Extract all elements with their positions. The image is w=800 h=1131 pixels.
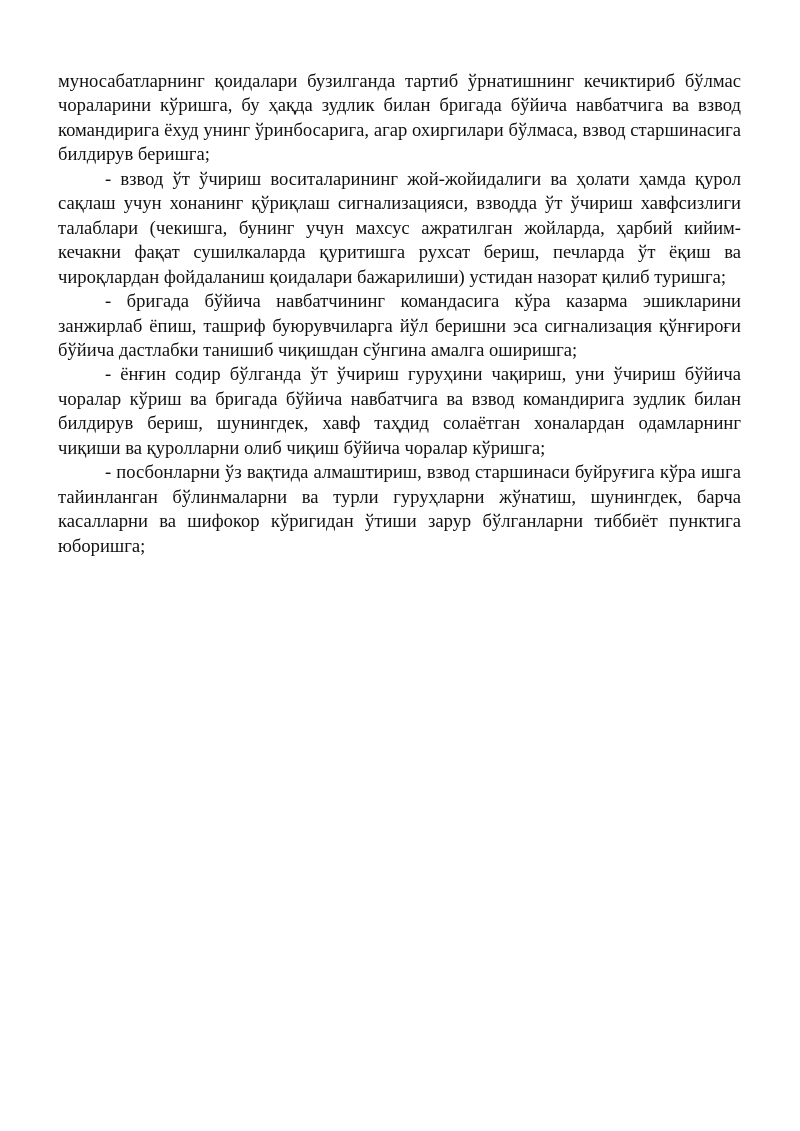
paragraph-guard-change: - посбонларни ўз вақтида алмаштириш, взвод старшинаси буйруғига кўра ишга тайинланган бўлинмаларни ва турли гуруҳларни жўнатиш, шунингдек, барча касалларни ва шифокор кўригидан ўтиши зарур бўлганларни тиббиёт пунктига юборишга; — [58, 462, 741, 557]
paragraph-barracks-doors: - бригада бўйича навбатчининг командасига кўра казарма эшикларини занжирлаб ёпиш, ташриф буюрувчиларга йўл беришни эса сигнализация қўнғироғи бўйича дастлабки танишиб чиқишдан сўнгина амалга оширишга; — [58, 291, 741, 361]
paragraph-continued: муносабатларнинг қоидалари бузилганда тартиб ўрнатишнинг кечиктириб бўлмас чораларини кўришга, бу ҳақда зудлик билан бригада бўйича навбатчига ва взвод командирига ёхуд унинг ўринбосарига, агар охиргилари бўлмаса, взвод старшинасига билдирув беришга; — [58, 71, 741, 166]
paragraph-fire-response: - ёнғин содир бўлганда ўт ўчириш гуруҳини чақириш, уни ўчириш бўйича чоралар кўриш ва бригада бўйича навбатчига ва взвод командирига зудлик билан билдирув бериш, шунингдек, хавф таҳдид солаётган хоналардан одамларнинг чиқиши ва қуролларни олиб чиқиш бўйича чоралар кўришга; — [58, 364, 741, 459]
paragraph-fire-safety: - взвод ўт ўчириш воситаларининг жой-жойидалиги ва ҳолати ҳамда қурол сақлаш учун хонанинг қўриқлаш сигнализацияси, взводда ўт ўчириш хавфсизлиги талаблари (чекишга, бунинг учун махсус ажратилган жойларда, ҳарбий кийим-кечакни фақат сушилкаларда қуритишга рухсат бериш, печларда ўт ёқиш ва чироқлардан фойдаланиш қоидалари бажарилиши) устидан назорат қилиб туришга; — [58, 168, 741, 288]
document-body — [58, 70, 741, 559]
